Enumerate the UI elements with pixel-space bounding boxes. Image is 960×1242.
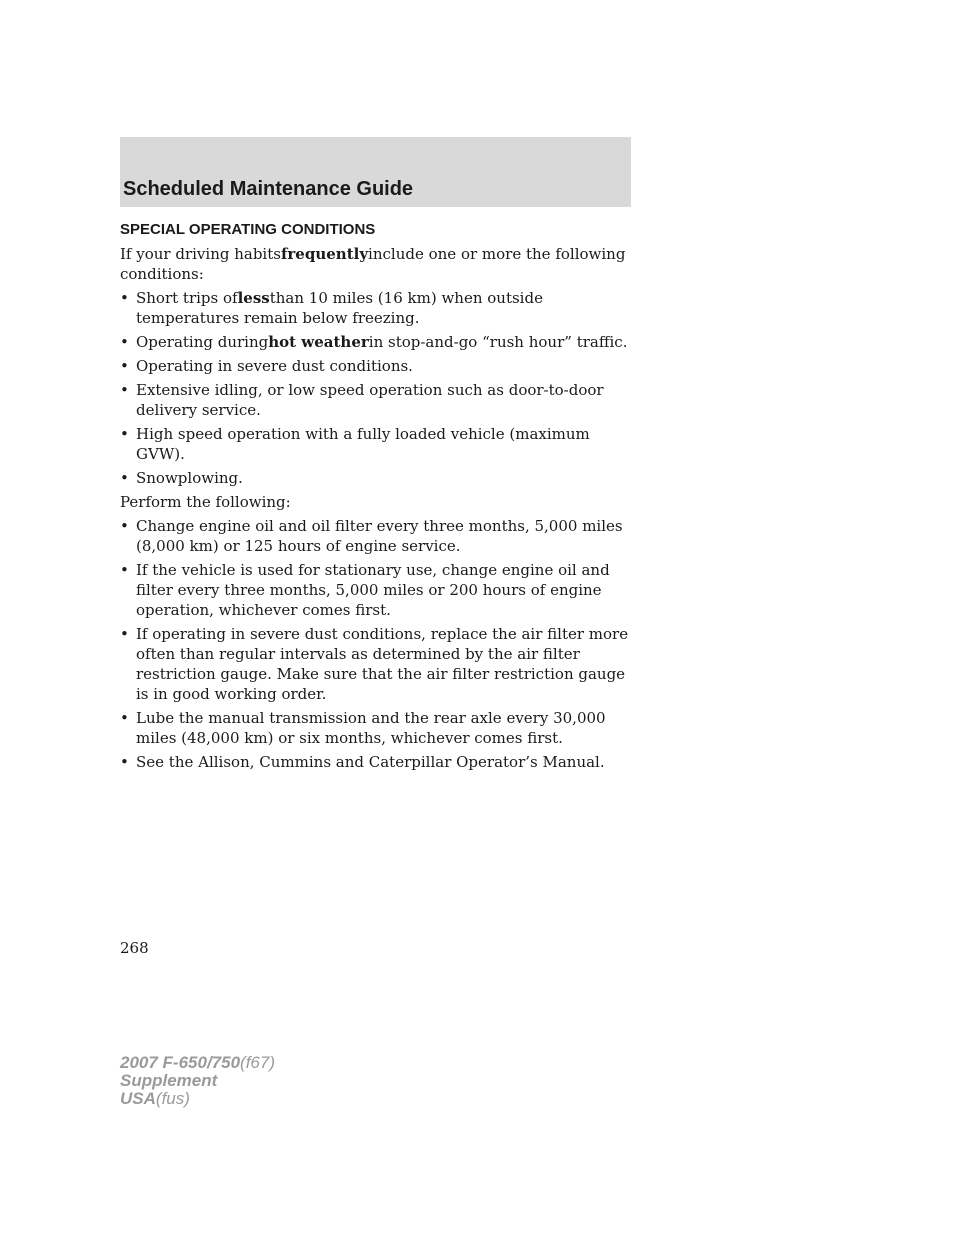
footer-line-supplement xyxy=(120,1072,275,1090)
intro-text-after: include one or more the following conditions: xyxy=(120,245,626,283)
item-text: If operating in severe dust conditions, replace the air filter more often than regular intervals as determined by the air filter restriction gauge. Make sure that the air filter restriction gauge is in good working order. xyxy=(136,625,629,703)
item-text: Extensive idling, or low speed operation such as door-to-door delivery service. xyxy=(136,381,604,419)
item-text: Snowplowing. xyxy=(136,469,243,487)
intro-emphasis: frequently xyxy=(280,245,369,263)
actions-list xyxy=(120,516,640,772)
list-item xyxy=(120,288,640,328)
list-item xyxy=(120,424,640,464)
item-text: See the Allison, Cummins and Caterpillar Operator’s Manual. xyxy=(136,753,605,771)
document-footer xyxy=(120,1054,275,1108)
footer-line-market xyxy=(120,1090,275,1108)
section-header-band xyxy=(120,137,631,207)
subsection-heading: SPECIAL OPERATING CONDITIONS xyxy=(120,221,376,238)
item-text: Operating in severe dust conditions. xyxy=(136,357,413,375)
bullet-icon: • xyxy=(120,289,129,307)
bullet-icon: • xyxy=(120,625,129,643)
item-text: If the vehicle is used for stationary use, change engine oil and filter every three months, 5,000 miles or 200 hours of engine operation, whichever comes first. xyxy=(136,561,610,619)
item-text: Operating during xyxy=(136,333,269,351)
section-title: Scheduled Maintenance Guide xyxy=(123,178,414,200)
footer-market-code: (fus) xyxy=(155,1089,190,1108)
intro-text-before: If your driving habits xyxy=(120,245,281,263)
page-content xyxy=(120,220,640,776)
list-item xyxy=(120,624,640,704)
list-item xyxy=(120,560,640,620)
bullet-icon: • xyxy=(120,357,129,375)
footer-supplement: Supplement xyxy=(120,1071,218,1090)
list-item xyxy=(120,468,640,488)
page-number: 268 xyxy=(120,939,149,957)
list-item xyxy=(120,356,640,376)
bullet-icon: • xyxy=(120,709,129,727)
footer-market: USA xyxy=(120,1089,156,1108)
item-text: Lube the manual transmission and the rear axle every 30,000 miles (48,000 km) or six months, whichever comes first. xyxy=(136,709,606,747)
footer-model-code: (f67) xyxy=(240,1053,276,1072)
bullet-icon: • xyxy=(120,469,129,487)
footer-line-model xyxy=(120,1054,275,1072)
intro-paragraph xyxy=(120,244,640,284)
bullet-icon: • xyxy=(120,753,129,771)
item-text: Short trips of xyxy=(136,289,238,307)
conditions-list xyxy=(120,288,640,488)
item-text-after: than 10 miles (16 km) when outside temperatures remain below freezing. xyxy=(136,289,543,327)
bullet-icon: • xyxy=(120,561,129,579)
bullet-icon: • xyxy=(120,333,129,351)
item-emphasis: hot weather xyxy=(268,333,369,351)
bullet-icon: • xyxy=(120,425,129,443)
item-text: High speed operation with a fully loaded vehicle (maximum GVW). xyxy=(136,425,590,463)
bullet-icon: • xyxy=(120,381,129,399)
list-item xyxy=(120,708,640,748)
bullet-icon: • xyxy=(120,517,129,535)
item-text: Change engine oil and oil filter every three months, 5,000 miles (8,000 km) or 125 hours of engine service. xyxy=(136,517,623,555)
footer-model: 2007 F-650/750 xyxy=(120,1053,241,1072)
perform-label: Perform the following: xyxy=(120,493,291,511)
list-item xyxy=(120,516,640,556)
list-item xyxy=(120,752,640,772)
item-text-after: in stop-and-go “rush hour” traffic. xyxy=(368,333,628,351)
item-emphasis: less xyxy=(237,289,270,307)
list-item xyxy=(120,380,640,420)
list-item xyxy=(120,332,640,352)
